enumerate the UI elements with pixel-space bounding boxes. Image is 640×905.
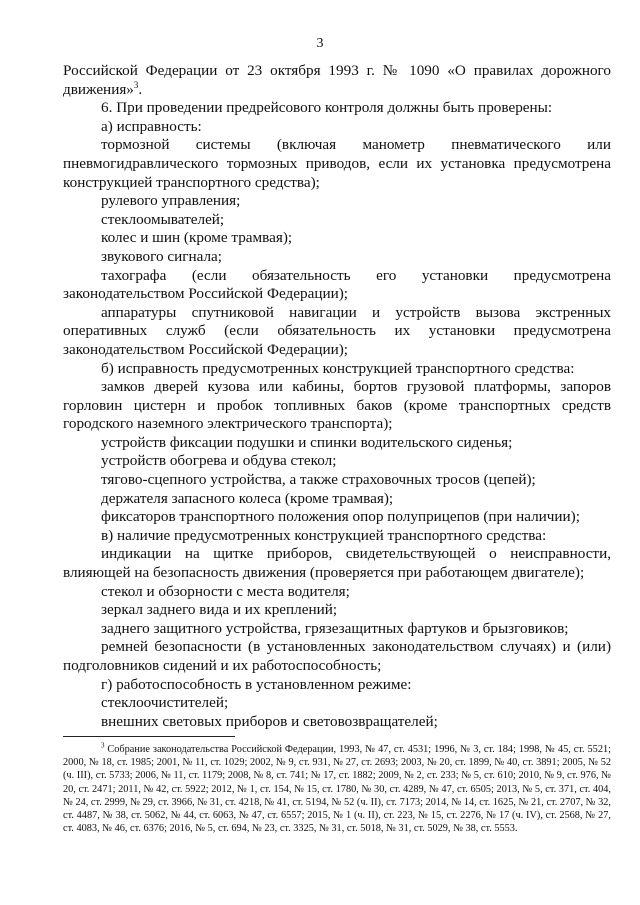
subsection-v-heading: в) наличие предусмотренных конструкцией транспортного средства:: [101, 526, 547, 544]
list-item-seat-fixation: устройств фиксации подушки и спинки водительского сиденья;: [101, 433, 513, 451]
list-item-spare-wheel: держателя запасного колеса (кроме трамвая);: [101, 489, 394, 507]
list-item-windows-visibility: стекол и обзорности с места водителя;: [101, 582, 350, 600]
list-item-wipers: стеклоочистителей;: [101, 694, 229, 712]
footnote-reference[interactable]: 3: [133, 79, 139, 90]
subsection-b-heading: б) исправность предусмотренных конструкцией транспортного средства:: [101, 359, 575, 377]
list-item-horn: звукового сигнала;: [101, 247, 222, 265]
list-item-mirrors: зеркал заднего вида и их креплений;: [101, 601, 338, 619]
footnote-marker: 3: [101, 741, 105, 750]
list-item-washers: стеклоомывателей;: [101, 210, 225, 228]
list-item-tachograph: тахографа (если обязательность его установки предусмотрена законодательством Российской Федерации);: [63, 266, 611, 303]
list-item-semitrailer-supports: фиксаторов транспортного положения опор полуприцепов (при наличии);: [101, 508, 580, 526]
list-item-locks: замков дверей кузова или кабины, бортов грузовой платформы, запоров горловин цистерн и пробок топливных баков (кроме транспортных средств городского наземного электрического транспорта);: [63, 378, 611, 433]
list-item-rear-protection: заднего защитного устройства, грязезащитных фартуков и брызговиков;: [101, 619, 569, 637]
page-number: 3: [316, 36, 324, 51]
document-body: [63, 62, 611, 731]
list-item-steering: рулевого управления;: [101, 192, 241, 210]
footnote: [63, 743, 611, 835]
list-item-dashboard-indication: индикации на щитке приборов, свидетельствующей о неисправности, влияющей на безопасность движения (проверяется при работающем двигателе);: [63, 545, 611, 582]
paragraph-continuation: Российской Федерации от 23 октября 1993 г. № 1090 «О правилах дорожного движения»$^3$.: [63, 62, 611, 98]
list-item-wheels-tires: колес и шин (кроме трамвая);: [101, 229, 293, 247]
list-item-towing-device: тягово-сцепного устройства, а также страховочных тросов (цепей);: [101, 471, 536, 489]
list-item-brake-system: тормозной системы (включая манометр пневматического или пневмогидравлического тормозных приводов, если их установка предусмотрена конструкцией транспортного средства);: [63, 136, 611, 191]
list-item-glass-heating: устройств обогрева и обдува стекол;: [101, 452, 337, 470]
list-item-seat-belts: ремней безопасности (в установленных законодательством случаях) и (или) подголовников сидений и их работоспособность;: [63, 638, 611, 674]
list-item-lights: внешних световых приборов и световозвращателей;: [101, 712, 438, 730]
footnote-separator: [63, 736, 235, 737]
subsection-g-heading: г) работоспособность в установленном режиме:: [101, 675, 412, 693]
list-item-navigation: аппаратуры спутниковой навигации и устройств вызова экстренных оперативных служб (если обязательность их установки предусмотрена законодательством Российской Федерации);: [63, 303, 611, 358]
section-heading-item-6: 6. При проведении предрейсового контроля должны быть проверены:: [101, 99, 553, 117]
subsection-a-heading: а) исправность:: [101, 117, 202, 135]
footnote-text: $^3$ Собрание законодательства Российской Федерации, 1993, № 47, ст. 4531; 1996, № 3, ст. 184; 1998, № 45, ст. 5521; 2000, № 18, ст. 1985; 2001, № 11, ст. 1029; 2002, № 9, ст. 931, № 27, ст. 2693; 2003, № 20, ст. 1899, № 40, ст. 3891; 2005, № 52 (ч. III), ст. 5733; 2006, № 11, ст. 1179; 2008, № 8, ст. 741; № 17, ст. 1882; 2009, № 2, ст. 233; № 5, ст. 610; 2010, № 9, ст. 976, № 20, ст. 2471; 2011, № 42, ст. 5922; 2012, № 1, ст. 154, № 15, ст. 1780, № 30, ст. 4289, № 47, ст. 6505; 2013, № 5, ст. 371, ст. 404, № 24, ст. 2999, № 29, ст. 3966, № 31, ст. 4218, № 41, ст. 5194, № 52 (ч. II), ст. 7173; 2014, № 14, ст. 1625, № 21, ст. 2707, № 32, ст. 4487, № 38, ст. 5062, № 44, ст. 6063, № 47, ст. 6557; 2015, № 1 (ч. II), ст. 223, № 15, ст. 2276, № 17 (ч. IV), ст. 2568, № 27, ст. 4083, № 46, ст. 6376; 2016, № 5, ст. 694, № 23, ст. 3325, № 31, ст. 5018, № 31, ст. 5029, № 38, ст. 5553.: [63, 741, 611, 835]
